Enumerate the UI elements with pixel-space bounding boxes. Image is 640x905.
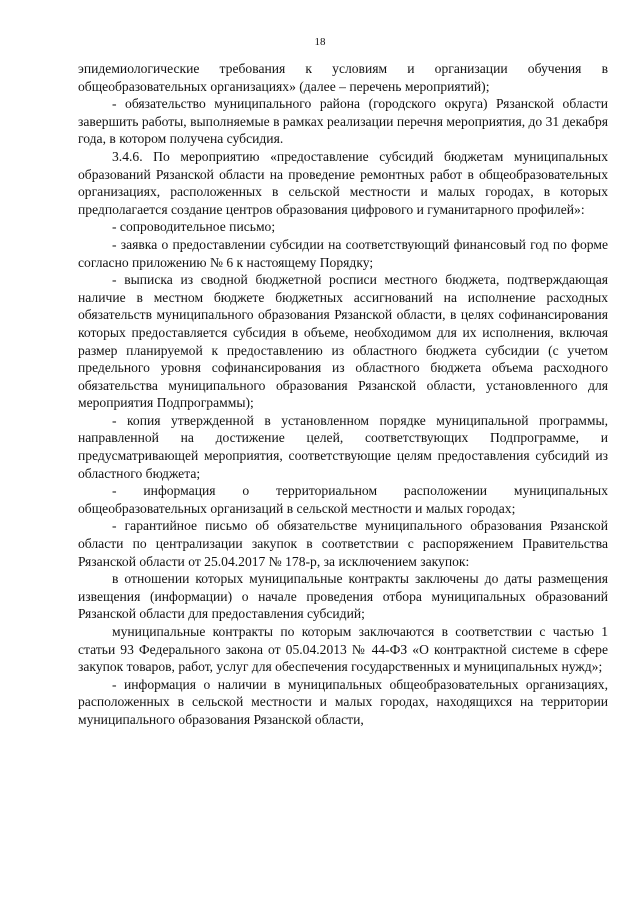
list-item-guarantee-letter: - гарантийное письмо об обязательстве муниципального образования Рязанской области по централизации закупок в соответствии с распоряжением Правительства Рязанской области от 25.04.2017 № 178-р, за исключением закупок: xyxy=(78,518,608,569)
paragraph-contracts-article-93: муниципальные контракты по которым заключаются в соответствии с частью 1 статьи 93 Федерального закона от 05.04.2013 № 44-ФЗ «О контрактной системе в сфере закупок товаров, работ, услуг для обеспечения государственных и муниципальных нужд»; xyxy=(78,624,608,675)
list-item-budget-extract: - выписка из сводной бюджетной росписи местного бюджета, подтверждающая наличие в местном бюджете бюджетных ассигнований на исполнение расходных обязательств муниципального образования Рязанской области, в целях софинансирования которых предоставляется субсидия в объеме, необходимом для их исполнения, включая размер планируемой к предоставлению из областного бюджета субсидии (с учетом предельного уровня софинансирования из областного бюджета объема расходного обязательства муниципального образования Рязанской области, установленного для мероприятия Подпрограммы); xyxy=(78,272,608,411)
paragraph-section-3-4-6: 3.4.6. По мероприятию «предоставление субсидий бюджетам муниципальных образований Рязанской области на проведение ремонтных работ в общеобразовательных организациях, расположенных в сельской местности и малых городах, в которых предполагается создание центров образования цифрового и гуманитарного профилей»: xyxy=(78,148,608,217)
paragraph-continuation: эпидемиологические требования к условиям и организации обучения в общеобразовательных организациях» (далее – перечень мероприятий); xyxy=(78,61,608,94)
document-body xyxy=(78,60,608,729)
list-item-cover-letter: - сопроводительное письмо; xyxy=(112,219,276,235)
paragraph-contracts-before: в отношении которых муниципальные контракты заключены до даты размещения извещения (информации) о начале проведения отбора муниципальных образований Рязанской области для предоставления субсидий; xyxy=(78,571,608,622)
list-item-program-copy: - копия утвержденной в установленном порядке муниципальной программы, направленной на достижение целей, соответствующих Подпрограмме, и предусматривающей мероприятия, соответствующие целям предоставления субсидий из областного бюджета; xyxy=(78,412,608,481)
page-number: 18 xyxy=(314,36,326,48)
paragraph-obligation: - обязательство муниципального района (городского округа) Рязанской области завершить работы, выполняемые в рамках реализации перечня мероприятия, до 31 декабря года, в котором получена субсидия. xyxy=(78,96,608,147)
list-item-location-info: - информация о территориальном расположении муниципальных общеобразовательных организаций в сельской местности и малых городах; xyxy=(78,483,608,516)
list-item-application: - заявка о предоставлении субсидии на соответствующий финансовый год по форме согласно приложению № 6 к настоящему Порядку; xyxy=(78,236,608,270)
list-item-availability-info: - информация о наличии в муниципальных общеобразовательных организациях, расположенных в сельской местности и малых городах, находящихся на территории муниципального образования Рязанской области, xyxy=(78,676,608,727)
